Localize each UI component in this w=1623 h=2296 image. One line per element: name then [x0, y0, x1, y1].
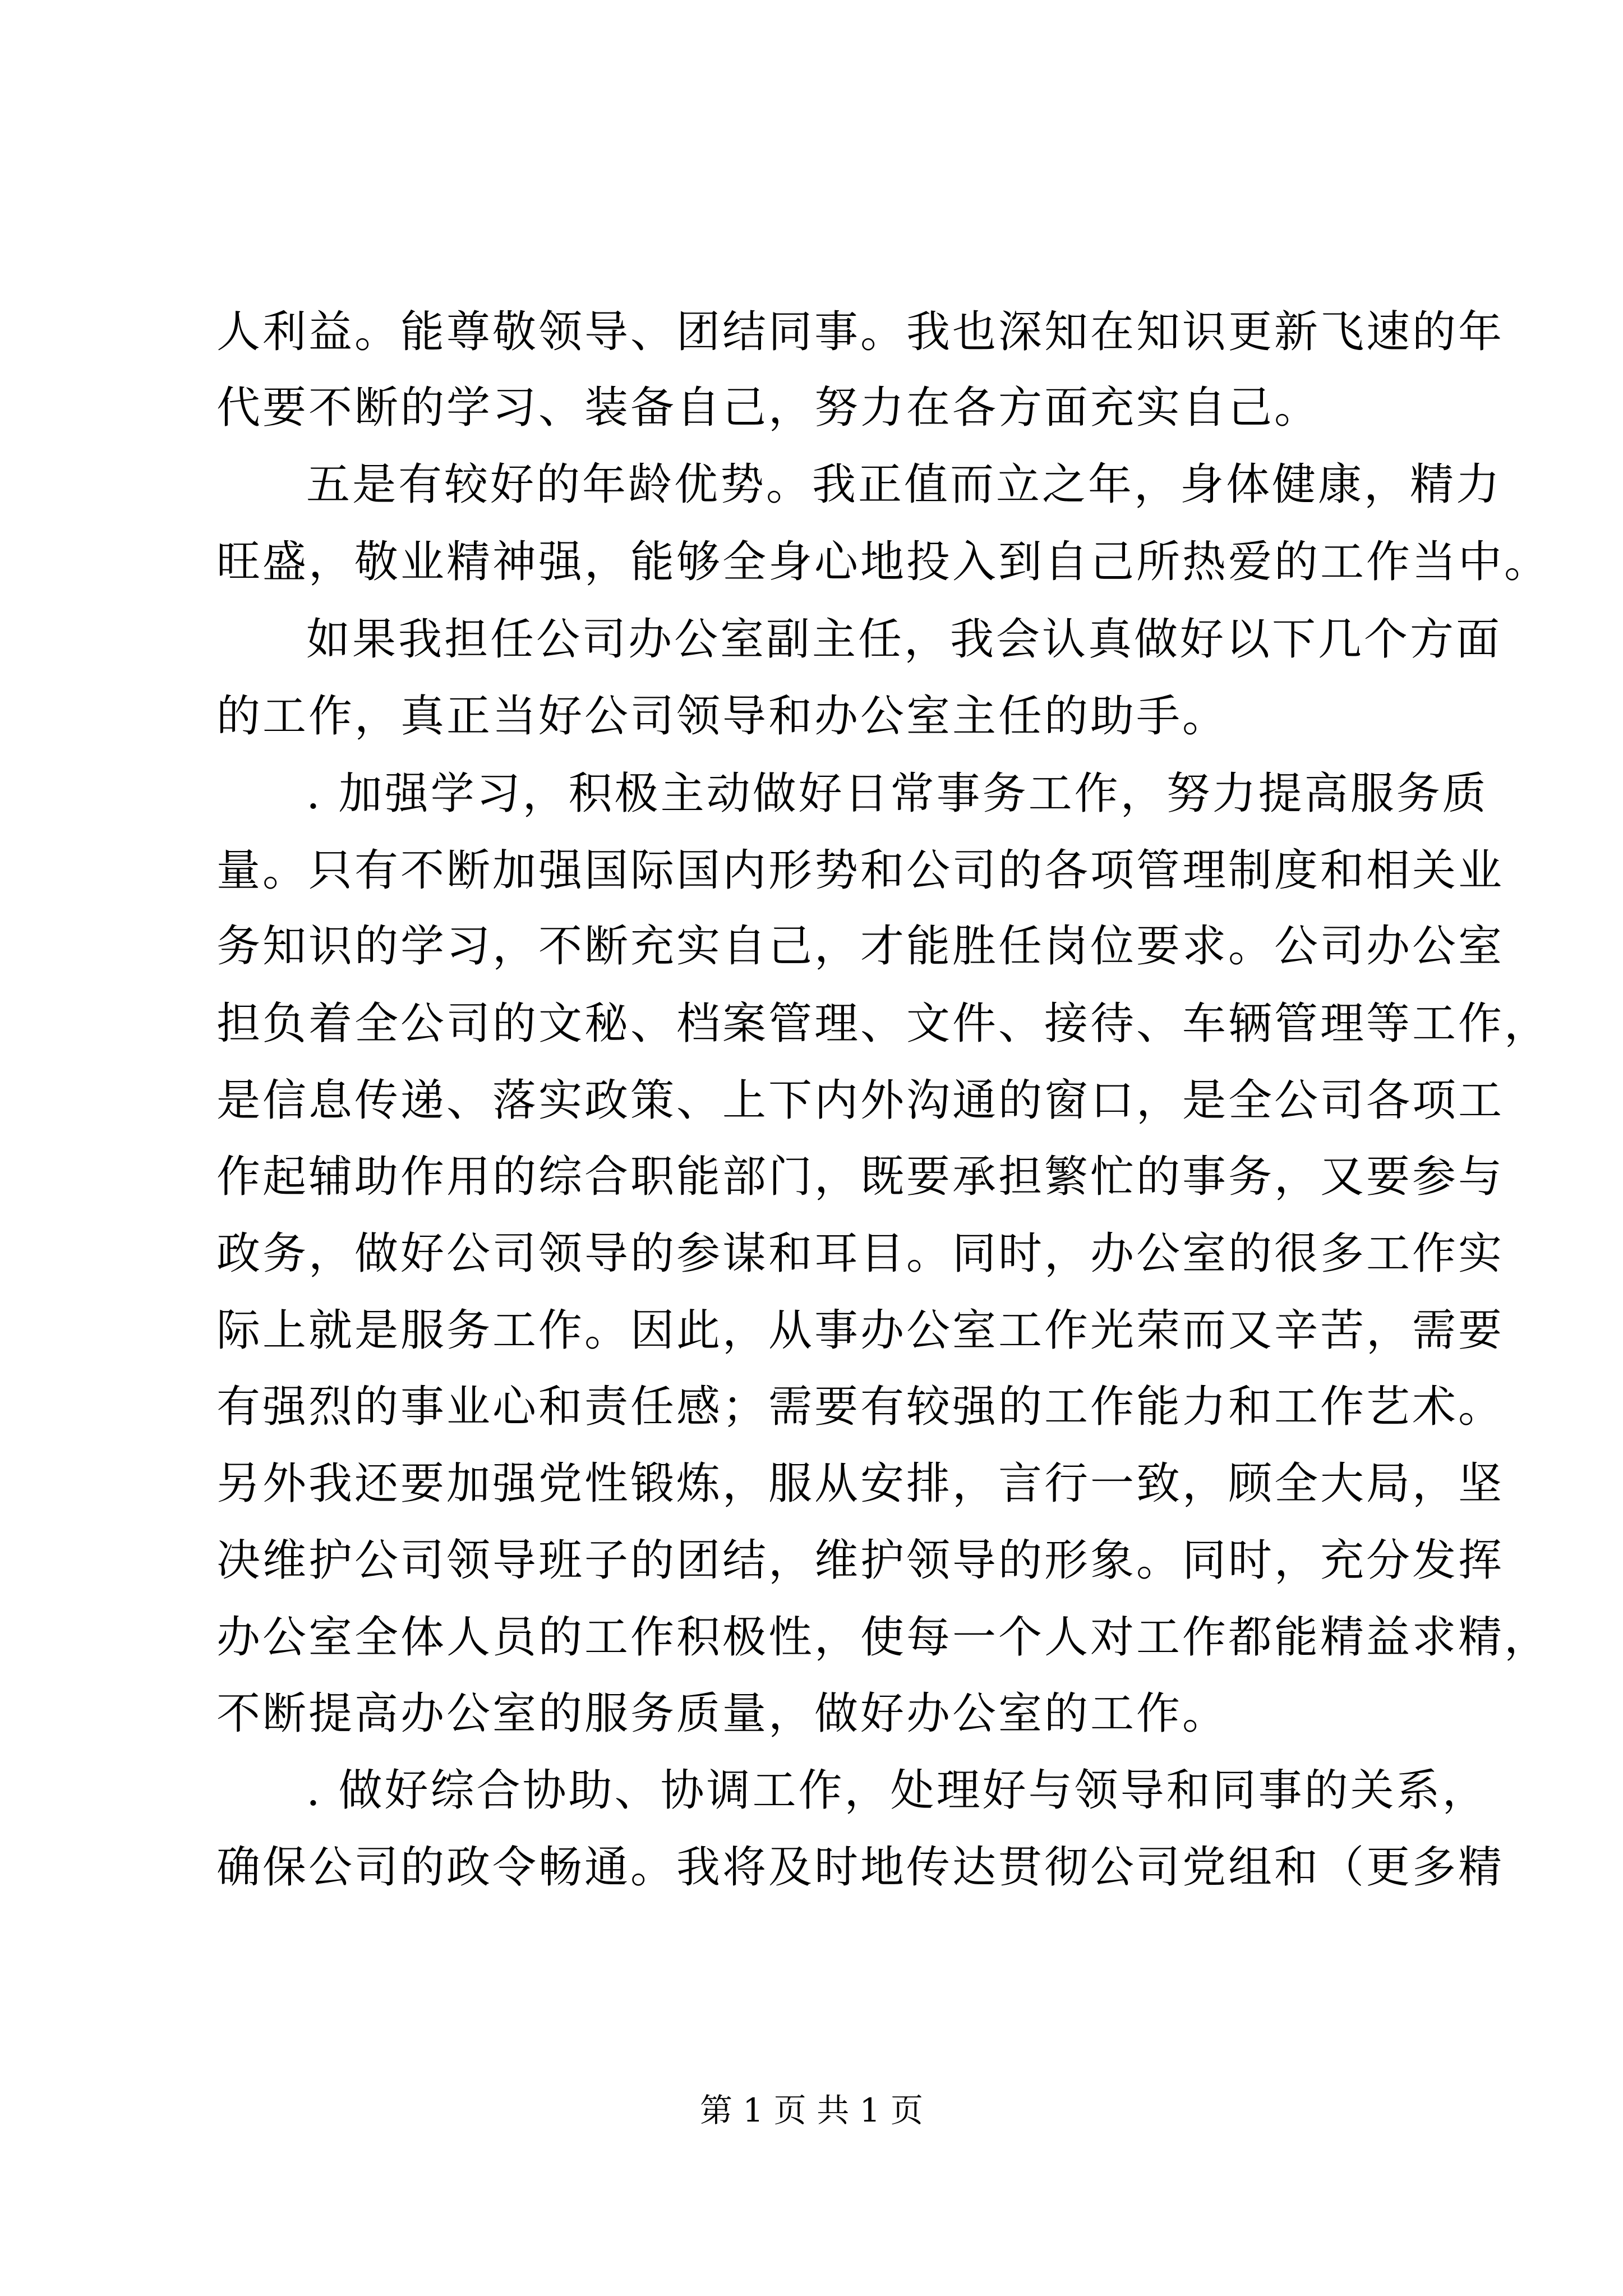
text-line: 务知识的学习，不断充实自己，才能胜任岗位要求。公司办公室 [216, 921, 1505, 972]
text-line: 政务，做好公司领导的参谋和耳目。同时，办公室的很多工作实 [216, 1228, 1505, 1279]
text-line: 际上就是服务工作。因此，从事办公室工作光荣而又辛苦，需要 [216, 1305, 1505, 1356]
text-line: 办公室全体人员的工作积极性，使每一个人对工作都能精益求精， [216, 1612, 1551, 1663]
text-line: 是信息传递、落实政策、上下内外沟通的窗口，是全公司各项工 [216, 1075, 1505, 1126]
text-line: 决维护公司领导班子的团结，维护领导的形象。同时，充分发挥 [216, 1535, 1505, 1586]
text-line: 担负着全公司的文秘、档案管理、文件、接待、车辆管理等工作， [216, 999, 1551, 1049]
text-line: 旺盛，敬业精神强，能够全身心地投入到自己所热爱的工作当中。 [216, 537, 1551, 587]
text-line: 确保公司的政令畅通。我将及时地传达贯彻公司党组和（更多精 [216, 1842, 1505, 1893]
paragraph-start-line: 如果我担任公司办公室副主任，我会认真做好以下几个方面 [306, 614, 1502, 665]
paragraph-start-line: . 做好综合协助、协调工作，处理好与领导和同事的关系， [306, 1765, 1488, 1816]
paragraph-start-line: 五是有较好的年龄优势。我正值而立之年，身体健康，精力 [306, 459, 1502, 510]
text-line: 的工作，真正当好公司领导和办公室主任的助手。 [216, 691, 1229, 742]
text-line: 另外我还要加强党性锻炼，服从安排，言行一致，顾全大局，坚 [216, 1458, 1505, 1509]
page-footer: 第 1 页 共 1 页 [700, 2091, 923, 2129]
paragraph-start-line: . 加强学习，积极主动做好日常事务工作，努力提高服务质 [306, 769, 1488, 819]
text-line: 作起辅助作用的综合职能部门，既要承担繁忙的事务，又要参与 [216, 1152, 1505, 1202]
text-line: 有强烈的事业心和责任感；需要有较强的工作能力和工作艺术。 [216, 1382, 1505, 1432]
text-line: 人利益。能尊敬领导、团结同事。我也深知在知识更新飞速的年 [216, 307, 1505, 357]
text-line: 量。只有不断加强国际国内形势和公司的各项管理制度和相关业 [216, 845, 1505, 896]
text-line: 代要不断的学习、装备自己，努力在各方面充实自己。 [216, 383, 1321, 433]
text-line: 不断提高办公室的服务质量，做好办公室的工作。 [216, 1688, 1229, 1739]
